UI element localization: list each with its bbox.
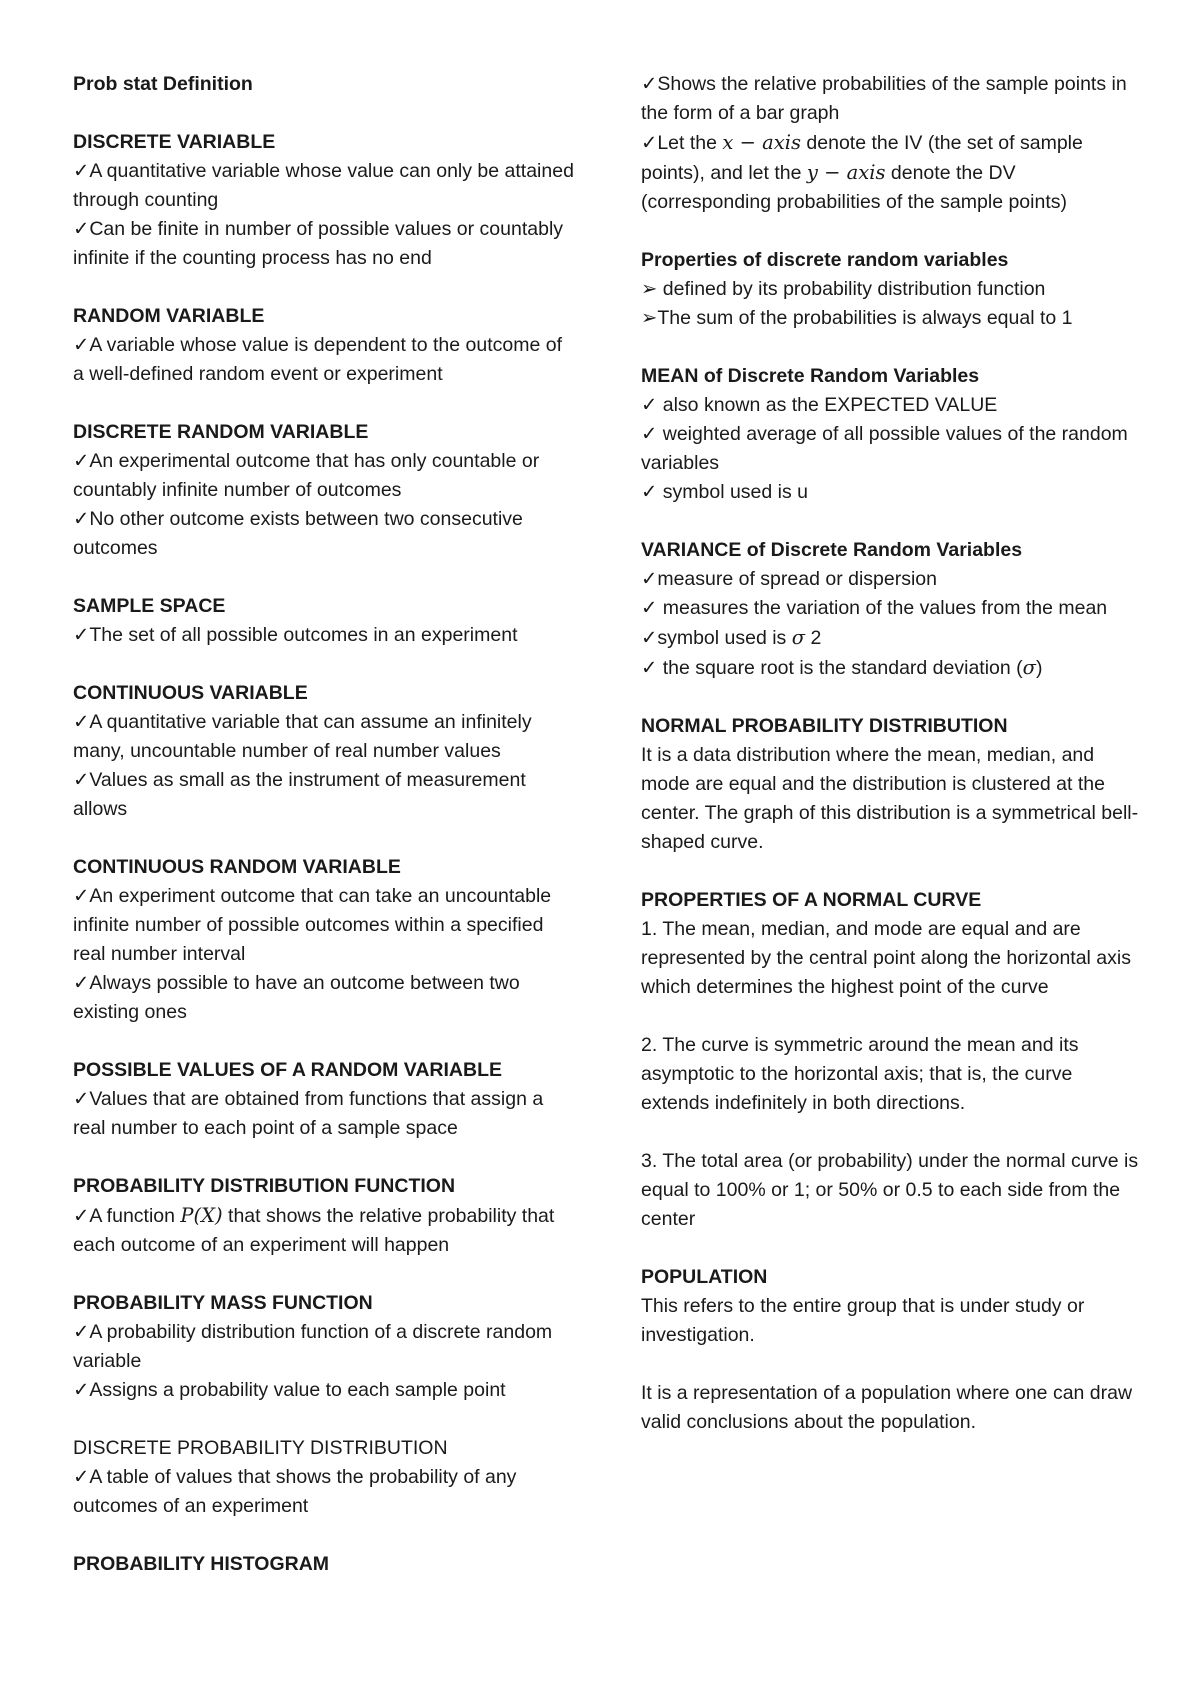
variance-text-a: ✓ measures the variation of the values from the mean ✓symbol used is	[641, 597, 1108, 649]
document-title: Prob stat Definition	[73, 73, 253, 95]
list-item: ✓The set of all possible outcomes in an experiment	[73, 624, 518, 646]
y-axis-math: y − axis	[806, 161, 886, 184]
pdf-item-prefix: ✓A function	[73, 1205, 181, 1227]
pdf-math-px: P(X)	[180, 1204, 223, 1227]
heading-normal-distribution: NORMAL PROBABILITY DISTRIBUTION	[641, 715, 1008, 737]
list-item: ✓ also known as the EXPECTED VALUE	[641, 394, 998, 416]
section-possible-values	[73, 1056, 578, 1143]
list-item: 2. The curve is symmetric around the mean and its asymptotic to the horizontal axis; that is, the curve extends indefinitely in both directions.	[641, 1034, 1079, 1114]
list-item: ✓Always possible to have an outcome between two existing ones	[73, 972, 520, 1023]
heading-discrete-variable: DISCRETE VARIABLE	[73, 131, 276, 153]
section-continuous-variable	[73, 679, 578, 824]
section-population	[641, 1263, 1146, 1437]
list-item	[641, 128, 1146, 217]
spacer	[641, 1118, 1146, 1147]
section-discrete-probability-distribution	[73, 1434, 578, 1521]
sigma-symbol: σ	[791, 626, 806, 649]
left-column	[73, 70, 578, 1579]
section-probability-distribution-function	[73, 1172, 578, 1260]
section-probability-histogram	[73, 1550, 578, 1579]
paragraph: This refers to the entire group that is under study or investigation.	[641, 1295, 1085, 1346]
paragraph: It is a representation of a population where one can draw valid conclusions about the population.	[641, 1382, 1133, 1433]
list-item: ✓ weighted average of all possible values of the random variables	[641, 423, 1128, 474]
list-item: ✓measure of spread or dispersion	[641, 568, 937, 590]
heading-continuous-variable: CONTINUOUS VARIABLE	[73, 682, 308, 704]
list-item: ➢The sum of the probabilities is always equal to 1	[641, 307, 1073, 329]
list-item: ✓ symbol used is u	[641, 481, 808, 503]
list-item: ✓Shows the relative probabilities of the sample points in the form of a bar graph	[641, 73, 1127, 124]
heading-continuous-random-variable: CONTINUOUS RANDOM VARIABLE	[73, 856, 401, 878]
list-item	[641, 653, 1146, 683]
heading-mean: MEAN of Discrete Random Variables	[641, 365, 980, 387]
section-normal-distribution	[641, 712, 1146, 857]
section-discrete-random-variable	[73, 418, 578, 563]
section-properties-discrete	[641, 246, 1146, 333]
heading-discrete-random-variable: DISCRETE RANDOM VARIABLE	[73, 421, 369, 443]
paragraph: It is a data distribution where the mean, median, and mode are equal and the distribution is clustered at the center. The graph of this distribution is a symmetrical bell-shaped curve.	[641, 744, 1139, 853]
list-item: ✓Can be finite in number of possible values or countably infinite if the counting process has no end	[73, 218, 564, 269]
list-item: ✓Assigns a probability value to each sample point	[73, 1379, 506, 1401]
sigma-symbol: σ	[1022, 656, 1036, 679]
right-column	[641, 70, 1146, 1437]
heading-probability-histogram: PROBABILITY HISTOGRAM	[73, 1553, 330, 1575]
list-item: ✓Values as small as the instrument of measurement allows	[73, 769, 526, 820]
heading-pdf: PROBABILITY DISTRIBUTION FUNCTION	[73, 1175, 456, 1197]
section-variance	[641, 536, 1146, 683]
sd-text-a: ✓ the square root is the standard deviation (	[641, 657, 1023, 679]
list-item: ➢ defined by its probability distribution function	[641, 278, 1046, 300]
section-sample-space	[73, 592, 578, 650]
heading-variance: VARIANCE of Discrete Random Variables	[641, 539, 1023, 561]
list-item	[73, 1201, 578, 1260]
section-mean	[641, 362, 1146, 507]
x-axis-math: x − axis	[722, 131, 801, 154]
list-item	[641, 594, 1146, 653]
heading-population: POPULATION	[641, 1266, 768, 1288]
pdf-item-suffix: that shows the relative probability that each outcome of an experiment will happen	[73, 1205, 555, 1256]
heading-sample-space: SAMPLE SPACE	[73, 595, 226, 617]
axis-text-c: denote the DV (corresponding probabilities of the sample points)	[641, 162, 1067, 213]
axis-text-a: ✓Let the	[641, 132, 723, 154]
sd-text-b: )	[1035, 657, 1043, 679]
section-continuous-random-variable	[73, 853, 578, 1027]
section-discrete-variable	[73, 128, 578, 273]
heading-discrete-probability-distribution: DISCRETE PROBABILITY DISTRIBUTION	[73, 1437, 448, 1459]
heading-normal-curve-properties: PROPERTIES OF A NORMAL CURVE	[641, 889, 982, 911]
list-item: ✓A quantitative variable whose value can only be attained through counting	[73, 160, 574, 211]
heading-pmf: PROBABILITY MASS FUNCTION	[73, 1292, 373, 1314]
spacer	[641, 1002, 1146, 1031]
list-item: ✓No other outcome exists between two consecutive outcomes	[73, 508, 523, 559]
section-probability-mass-function	[73, 1289, 578, 1405]
variance-text-b: 2	[805, 627, 822, 649]
list-item: ✓An experiment outcome that can take an uncountable infinite number of possible outcomes within a specified real number interval	[73, 885, 552, 965]
spacer	[641, 1350, 1146, 1379]
list-item: 1. The mean, median, and mode are equal and are represented by the central point along the horizontal axis which determines the highest point of the curve	[641, 918, 1131, 998]
list-item: ✓A variable whose value is dependent to the outcome of a well-defined random event or experiment	[73, 334, 562, 385]
list-item: ✓A quantitative variable that can assume an infinitely many, uncountable number of real number values	[73, 711, 532, 762]
axis-text-b: denote the IV (the set of sample points), and let the	[641, 132, 1083, 184]
list-item: ✓A table of values that shows the probability of any outcomes of an experiment	[73, 1466, 517, 1517]
section-random-variable	[73, 302, 578, 389]
heading-properties-discrete: Properties of discrete random variables	[641, 249, 1009, 271]
section-histogram-continued	[641, 70, 1146, 217]
section-normal-curve-properties	[641, 886, 1146, 1234]
heading-possible-values: POSSIBLE VALUES OF A RANDOM VARIABLE	[73, 1059, 503, 1081]
list-item: ✓An experimental outcome that has only countable or countably infinite number of outcomes	[73, 450, 540, 501]
heading-random-variable: RANDOM VARIABLE	[73, 305, 265, 327]
list-item: ✓Values that are obtained from functions that assign a real number to each point of a sample space	[73, 1088, 544, 1139]
list-item: ✓A probability distribution function of a discrete random variable	[73, 1321, 553, 1372]
list-item: 3. The total area (or probability) under the normal curve is equal to 100% or 1; or 50% or 0.5 to each side from the center	[641, 1150, 1139, 1230]
